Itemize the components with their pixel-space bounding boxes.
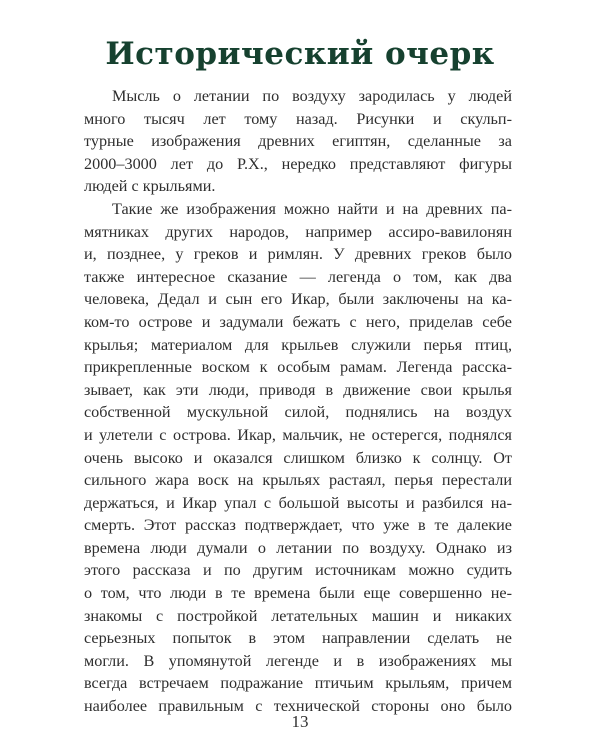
text-line: о том, что люди в те времена были еще совершенно не-: [84, 584, 512, 603]
text-line: серьезных попыток в этом направлении сделать не: [84, 629, 512, 648]
text-line: могли. В упомянутой легенде и в изображениях мы: [84, 651, 512, 670]
text-line: также интересное сказание — легенда о том, как два: [84, 267, 512, 286]
text-line: и, позднее, у греков и римлян. У древних греков было: [84, 245, 512, 264]
body-text: [84, 85, 512, 718]
page-title: Исторический очерк: [105, 36, 495, 72]
text-line: знакомы с постройкой летательных машин и никаких: [84, 606, 512, 625]
text-line: прикрепленные воском к особым рамам. Легенда расска-: [84, 358, 512, 377]
text-line: сильного жара воск на крыльях растаял, перья перестали: [84, 471, 512, 490]
text-line: и улетели с острова. Икар, мальчик, не остерегся, поднялся: [84, 425, 512, 444]
text-line: всегда встречаем подражание птичьим крыльям, причем: [84, 674, 512, 693]
text-line: зывает, как эти люди, приводя в движение свои крылья: [84, 380, 512, 399]
text-line: 2000–3000 лет до Р.Х., нередко представляют фигуры: [84, 154, 512, 173]
text-line: смерть. Этот рассказ подтверждает, что уже в те далекие: [84, 516, 512, 535]
text-line: много тысяч лет тому назад. Рисунки и скульп-: [84, 109, 512, 128]
text-line: Мысль о летании по воздуху зародилась у людей: [112, 87, 512, 105]
text-line: наиболее правильным с технической стороны оно было: [84, 697, 512, 716]
text-line: мятниках других народов, например ассиро-вавилонян: [84, 222, 512, 241]
text-line: очень высоко и оказался слишком близко к солнцу. От: [84, 448, 512, 467]
text-line: людей с крыльями.: [84, 177, 216, 196]
text-line: Такие же изображения можно найти и на древних па-: [112, 199, 512, 218]
page-number: 13: [291, 712, 309, 731]
paragraph-1: [84, 85, 512, 198]
text-line: турные изображения древних египтян, сделанные за: [84, 132, 512, 151]
text-line: собственной мускульной силой, поднялись на воздух: [84, 403, 512, 422]
text-line: крылья; материалом для крыльев служили перья птиц,: [84, 335, 512, 354]
paragraph-2: [84, 198, 512, 718]
text-line: держаться, и Икар упал с большой высоты и разбился на-: [84, 493, 512, 512]
text-line: ком-то острове и задумали бежать с него, приделав себе: [84, 312, 512, 331]
text-line: этого рассказа и по другим источникам можно судить: [84, 561, 512, 580]
text-line: человека, Дедал и сын его Икар, были заключены на ка-: [84, 290, 512, 309]
text-line: времена люди думали о летании по воздуху. Однако из: [84, 538, 512, 557]
